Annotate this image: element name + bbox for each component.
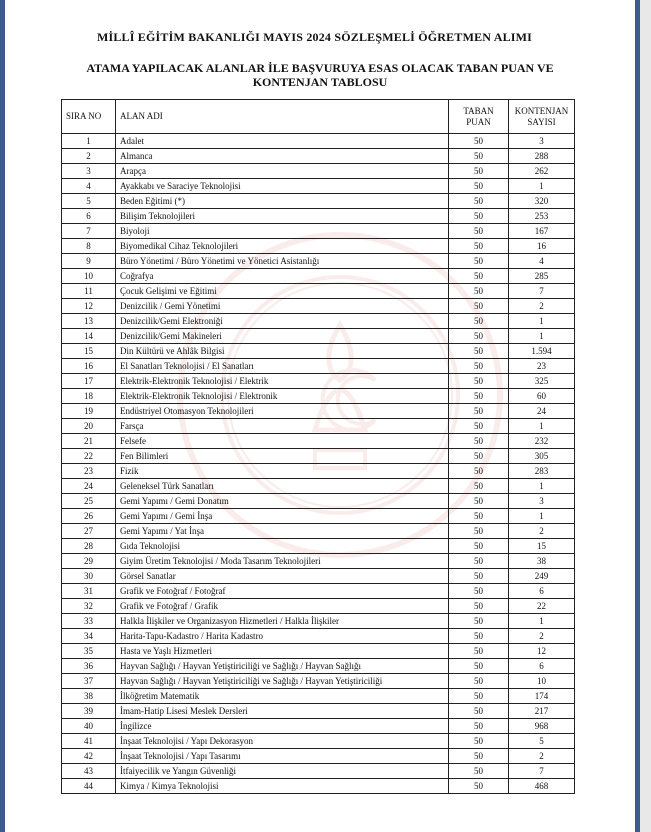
- table-row: [62, 644, 575, 659]
- row-taban-puan: 50: [449, 449, 509, 464]
- row-kontenjan: 262: [509, 164, 575, 179]
- row-kontenjan: 468: [509, 779, 575, 794]
- row-sira-no: 12: [62, 299, 116, 314]
- row-sira-no: 2: [62, 149, 116, 164]
- row-taban-puan: 50: [449, 704, 509, 719]
- row-sira-no: 19: [62, 404, 116, 419]
- row-kontenjan: 1: [509, 479, 575, 494]
- row-sira-no: 14: [62, 329, 116, 344]
- row-alan-adi: Hasta ve Yaşlı Hizmetleri: [116, 644, 449, 659]
- table-row: [62, 494, 575, 509]
- row-alan-adi: Gıda Teknolojisi: [116, 539, 449, 554]
- table-row: [62, 479, 575, 494]
- row-kontenjan: 288: [509, 149, 575, 164]
- row-sira-no: 34: [62, 629, 116, 644]
- row-taban-puan: 50: [449, 749, 509, 764]
- row-alan-adi: Din Kültürü ve Ahlâk Bilgisi: [116, 344, 449, 359]
- row-kontenjan: 1: [509, 614, 575, 629]
- row-kontenjan: 167: [509, 224, 575, 239]
- row-alan-adi: Denizcilik / Gemi Yönetimi: [116, 299, 449, 314]
- table-row: [62, 314, 575, 329]
- row-alan-adi: Felsefe: [116, 434, 449, 449]
- row-kontenjan: 1: [509, 329, 575, 344]
- row-sira-no: 15: [62, 344, 116, 359]
- row-taban-puan: 50: [449, 179, 509, 194]
- row-alan-adi: Kimya / Kimya Teknolojisi: [116, 779, 449, 794]
- row-sira-no: 13: [62, 314, 116, 329]
- row-alan-adi: Fizik: [116, 464, 449, 479]
- row-alan-adi: Giyim Üretim Teknolojisi / Moda Tasarım Teknolojileri: [116, 554, 449, 569]
- table-row: [62, 329, 575, 344]
- row-taban-puan: 50: [449, 554, 509, 569]
- row-alan-adi: Farsça: [116, 419, 449, 434]
- row-kontenjan: 1: [509, 179, 575, 194]
- row-sira-no: 30: [62, 569, 116, 584]
- table-row: [62, 254, 575, 269]
- row-kontenjan: 253: [509, 209, 575, 224]
- row-alan-adi: Coğrafya: [116, 269, 449, 284]
- row-kontenjan: 10: [509, 674, 575, 689]
- row-alan-adi: Çocuk Gelişimi ve Eğitimi: [116, 284, 449, 299]
- table-row: [62, 509, 575, 524]
- row-alan-adi: Harita-Tapu-Kadastro / Harita Kadastro: [116, 629, 449, 644]
- table-row: [62, 719, 575, 734]
- row-alan-adi: Denizcilik/Gemi Makineleri: [116, 329, 449, 344]
- row-alan-adi: Arapça: [116, 164, 449, 179]
- table-row: [62, 269, 575, 284]
- row-sira-no: 10: [62, 269, 116, 284]
- table-row: [62, 554, 575, 569]
- row-taban-puan: 50: [449, 359, 509, 374]
- row-sira-no: 42: [62, 749, 116, 764]
- kontenjan-table: [61, 99, 575, 794]
- row-sira-no: 29: [62, 554, 116, 569]
- row-sira-no: 3: [62, 164, 116, 179]
- row-kontenjan: 60: [509, 389, 575, 404]
- row-taban-puan: 50: [449, 314, 509, 329]
- row-alan-adi: Elektrik-Elektronik Teknolojisi / Elektrik: [116, 374, 449, 389]
- table-row: [62, 749, 575, 764]
- row-kontenjan: 1: [509, 509, 575, 524]
- table-row: [62, 584, 575, 599]
- row-alan-adi: Endüstriyel Otomasyon Teknolojileri: [116, 404, 449, 419]
- row-alan-adi: Adalet: [116, 134, 449, 149]
- row-alan-adi: Elektrik-Elektronik Teknolojisi / Elektronik: [116, 389, 449, 404]
- row-alan-adi: Gemi Yapımı / Gemi İnşa: [116, 509, 449, 524]
- row-taban-puan: 50: [449, 224, 509, 239]
- row-sira-no: 26: [62, 509, 116, 524]
- row-kontenjan: 325: [509, 374, 575, 389]
- table-row: [62, 569, 575, 584]
- header-alan-adi: ALAN ADI: [116, 100, 449, 134]
- row-alan-adi: Bilişim Teknolojileri: [116, 209, 449, 224]
- row-taban-puan: 50: [449, 584, 509, 599]
- row-kontenjan: 2: [509, 629, 575, 644]
- row-sira-no: 22: [62, 449, 116, 464]
- table-row: [62, 149, 575, 164]
- row-kontenjan: 16: [509, 239, 575, 254]
- row-alan-adi: Hayvan Sağlığı / Hayvan Yetiştiriciliği ve Sağlığı / Hayvan Sağlığı: [116, 659, 449, 674]
- row-taban-puan: 50: [449, 524, 509, 539]
- row-kontenjan: 2: [509, 749, 575, 764]
- row-sira-no: 31: [62, 584, 116, 599]
- row-taban-puan: 50: [449, 719, 509, 734]
- row-alan-adi: El Sanatları Teknolojisi / El Sanatları: [116, 359, 449, 374]
- row-kontenjan: 23: [509, 359, 575, 374]
- table-row: [62, 404, 575, 419]
- row-sira-no: 7: [62, 224, 116, 239]
- row-taban-puan: 50: [449, 194, 509, 209]
- row-kontenjan: 968: [509, 719, 575, 734]
- row-taban-puan: 50: [449, 779, 509, 794]
- document-subtitle: ATAMA YAPILACAK ALANLAR İLE BAŞVURUYA ESAS OLACAK TABAN PUAN VE KONTENJAN TABLOSU: [86, 61, 554, 89]
- row-taban-puan: 50: [449, 389, 509, 404]
- row-taban-puan: 50: [449, 209, 509, 224]
- row-kontenjan: 249: [509, 569, 575, 584]
- row-taban-puan: 50: [449, 629, 509, 644]
- row-taban-puan: 50: [449, 764, 509, 779]
- row-taban-puan: 50: [449, 689, 509, 704]
- header-kontenjan-sayisi: KONTENJAN SAYISI: [509, 100, 575, 134]
- row-alan-adi: Geleneksel Türk Sanatları: [116, 479, 449, 494]
- table-row: [62, 734, 575, 749]
- row-kontenjan: 1: [509, 314, 575, 329]
- row-alan-adi: Denizcilik/Gemi Elektroniği: [116, 314, 449, 329]
- row-alan-adi: İnşaat Teknolojisi / Yapı Dekorasyon: [116, 734, 449, 749]
- row-taban-puan: 50: [449, 404, 509, 419]
- row-alan-adi: İngilizce: [116, 719, 449, 734]
- table-row: [62, 419, 575, 434]
- scroll-gutter[interactable]: [640, 0, 651, 832]
- row-taban-puan: 50: [449, 164, 509, 179]
- row-kontenjan: 22: [509, 599, 575, 614]
- row-sira-no: 23: [62, 464, 116, 479]
- table-row: [62, 449, 575, 464]
- row-sira-no: 17: [62, 374, 116, 389]
- row-taban-puan: 50: [449, 494, 509, 509]
- row-kontenjan: 1: [509, 419, 575, 434]
- row-sira-no: 25: [62, 494, 116, 509]
- table-row: [62, 164, 575, 179]
- table-row: [62, 344, 575, 359]
- row-sira-no: 33: [62, 614, 116, 629]
- row-taban-puan: 50: [449, 569, 509, 584]
- row-taban-puan: 50: [449, 419, 509, 434]
- row-taban-puan: 50: [449, 644, 509, 659]
- row-kontenjan: 305: [509, 449, 575, 464]
- row-sira-no: 38: [62, 689, 116, 704]
- row-taban-puan: 50: [449, 659, 509, 674]
- table-row: [62, 599, 575, 614]
- row-taban-puan: 50: [449, 614, 509, 629]
- row-sira-no: 5: [62, 194, 116, 209]
- row-sira-no: 37: [62, 674, 116, 689]
- table-row: [62, 224, 575, 239]
- table-row: [62, 239, 575, 254]
- row-sira-no: 28: [62, 539, 116, 554]
- row-kontenjan: 232: [509, 434, 575, 449]
- row-kontenjan: 12: [509, 644, 575, 659]
- row-alan-adi: Beden Eğitimi (*): [116, 194, 449, 209]
- table-row: [62, 134, 575, 149]
- row-taban-puan: 50: [449, 134, 509, 149]
- row-taban-puan: 50: [449, 269, 509, 284]
- row-taban-puan: 50: [449, 299, 509, 314]
- row-sira-no: 41: [62, 734, 116, 749]
- row-taban-puan: 50: [449, 329, 509, 344]
- row-kontenjan: 3: [509, 134, 575, 149]
- table-header-row: [62, 100, 575, 134]
- row-taban-puan: 50: [449, 674, 509, 689]
- table-row: [62, 179, 575, 194]
- row-alan-adi: Gemi Yapımı / Yat İnşa: [116, 524, 449, 539]
- table-row: [62, 209, 575, 224]
- row-sira-no: 4: [62, 179, 116, 194]
- header-sira-no: SIRA NO: [62, 100, 116, 134]
- row-taban-puan: 50: [449, 434, 509, 449]
- row-alan-adi: İnşaat Teknolojisi / Yapı Tasarımı: [116, 749, 449, 764]
- row-kontenjan: 7: [509, 764, 575, 779]
- row-sira-no: 16: [62, 359, 116, 374]
- table-row: [62, 284, 575, 299]
- row-taban-puan: 50: [449, 734, 509, 749]
- row-sira-no: 40: [62, 719, 116, 734]
- table-row: [62, 629, 575, 644]
- row-alan-adi: Halkla İlişkiler ve Organizasyon Hizmetleri / Halkla İlişkiler: [116, 614, 449, 629]
- row-sira-no: 18: [62, 389, 116, 404]
- row-sira-no: 36: [62, 659, 116, 674]
- header-taban-puan: TABAN PUAN: [449, 100, 509, 134]
- row-alan-adi: Grafik ve Fotoğraf / Grafik: [116, 599, 449, 614]
- table-row: [62, 389, 575, 404]
- row-alan-adi: Gemi Yapımı / Gemi Donatım: [116, 494, 449, 509]
- row-sira-no: 24: [62, 479, 116, 494]
- row-taban-puan: 50: [449, 284, 509, 299]
- row-alan-adi: Fen Bilimleri: [116, 449, 449, 464]
- document-title: MİLLÎ EĞİTİM BAKANLIĞI MAYIS 2024 SÖZLEŞMELİ ÖĞRETMEN ALIMI: [96, 30, 533, 44]
- row-alan-adi: Ayakkabı ve Saraciye Teknolojisi: [116, 179, 449, 194]
- row-sira-no: 27: [62, 524, 116, 539]
- row-taban-puan: 50: [449, 599, 509, 614]
- row-alan-adi: Grafik ve Fotoğraf / Fotoğraf: [116, 584, 449, 599]
- row-taban-puan: 50: [449, 344, 509, 359]
- table-row: [62, 659, 575, 674]
- row-sira-no: 35: [62, 644, 116, 659]
- row-kontenjan: 320: [509, 194, 575, 209]
- table-row: [62, 524, 575, 539]
- row-kontenjan: 38: [509, 554, 575, 569]
- row-kontenjan: 174: [509, 689, 575, 704]
- row-kontenjan: 217: [509, 704, 575, 719]
- row-sira-no: 43: [62, 764, 116, 779]
- row-taban-puan: 50: [449, 254, 509, 269]
- row-kontenjan: 2: [509, 524, 575, 539]
- table-row: [62, 614, 575, 629]
- row-kontenjan: 6: [509, 584, 575, 599]
- table-row: [62, 689, 575, 704]
- table-row: [62, 194, 575, 209]
- row-kontenjan: 5: [509, 734, 575, 749]
- row-sira-no: 11: [62, 284, 116, 299]
- row-taban-puan: 50: [449, 239, 509, 254]
- row-taban-puan: 50: [449, 149, 509, 164]
- row-kontenjan: 24: [509, 404, 575, 419]
- table-row: [62, 704, 575, 719]
- table-row: [62, 464, 575, 479]
- row-alan-adi: Büro Yönetimi / Büro Yönetimi ve Yönetici Asistanlığı: [116, 254, 449, 269]
- row-kontenjan: 2: [509, 299, 575, 314]
- row-alan-adi: Biyoloji: [116, 224, 449, 239]
- row-sira-no: 6: [62, 209, 116, 224]
- row-kontenjan: 285: [509, 269, 575, 284]
- row-kontenjan: 4: [509, 254, 575, 269]
- table-row: [62, 434, 575, 449]
- row-taban-puan: 50: [449, 479, 509, 494]
- row-alan-adi: Görsel Sanatlar: [116, 569, 449, 584]
- table-row: [62, 359, 575, 374]
- row-alan-adi: İtfaiyecilik ve Yangın Güvenliği: [116, 764, 449, 779]
- table-row: [62, 299, 575, 314]
- row-taban-puan: 50: [449, 374, 509, 389]
- row-alan-adi: İmam-Hatip Lisesi Meslek Dersleri: [116, 704, 449, 719]
- table-row: [62, 674, 575, 689]
- row-sira-no: 9: [62, 254, 116, 269]
- table-row: [62, 539, 575, 554]
- row-sira-no: 21: [62, 434, 116, 449]
- table-row: [62, 374, 575, 389]
- row-alan-adi: Almanca: [116, 149, 449, 164]
- row-sira-no: 1: [62, 134, 116, 149]
- row-alan-adi: Biyomedikal Cihaz Teknolojileri: [116, 239, 449, 254]
- row-kontenjan: 283: [509, 464, 575, 479]
- table-row: [62, 764, 575, 779]
- row-sira-no: 39: [62, 704, 116, 719]
- row-kontenjan: 6: [509, 659, 575, 674]
- row-kontenjan: 3: [509, 494, 575, 509]
- table-row: [62, 779, 575, 794]
- document-page: [5, 0, 624, 832]
- row-kontenjan: 15: [509, 539, 575, 554]
- row-sira-no: 32: [62, 599, 116, 614]
- row-sira-no: 44: [62, 779, 116, 794]
- row-alan-adi: İlköğretim Matematik: [116, 689, 449, 704]
- row-kontenjan: 1.594: [509, 344, 575, 359]
- row-taban-puan: 50: [449, 464, 509, 479]
- row-taban-puan: 50: [449, 539, 509, 554]
- row-sira-no: 20: [62, 419, 116, 434]
- row-taban-puan: 50: [449, 509, 509, 524]
- row-sira-no: 8: [62, 239, 116, 254]
- row-kontenjan: 7: [509, 284, 575, 299]
- row-alan-adi: Hayvan Sağlığı / Hayvan Yetiştiriciliği ve Sağlığı / Hayvan Yetiştiriciliği: [116, 674, 449, 689]
